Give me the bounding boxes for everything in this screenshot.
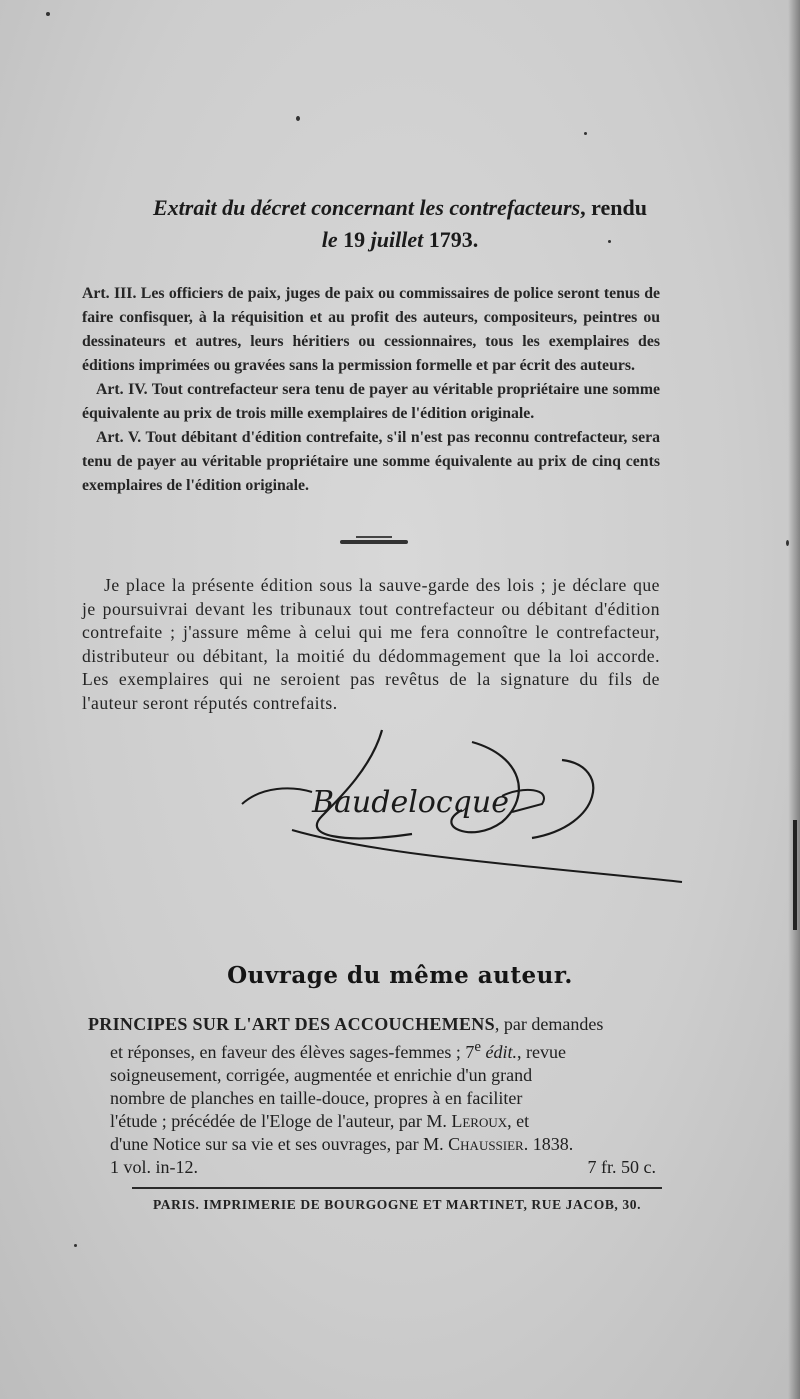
- article-5-label: Art. V.: [96, 429, 142, 446]
- ornament-divider: [340, 540, 408, 544]
- ink-speck: [74, 1244, 77, 1247]
- signature-text: Baudelocque: [312, 785, 509, 820]
- book-price: 7 fr. 50 c.: [587, 1157, 656, 1177]
- book-line-5a: l'étude ; précédée de l'Eloge de l'auteur, par M.: [110, 1111, 447, 1131]
- printer-imprint: PARIS. IMPRIMERIE DE BOURGOGNE ET MARTINET, RUE JACOB, 30.: [152, 1197, 642, 1212]
- edition-superscript: e: [474, 1039, 482, 1055]
- title-le: le: [321, 227, 338, 252]
- book-format: 1 vol. in-12.: [110, 1157, 198, 1177]
- decree-articles: [82, 282, 660, 498]
- imprint-rule: [132, 1187, 662, 1189]
- author-leroux: Leroux: [451, 1111, 508, 1131]
- decree-title: [80, 192, 720, 256]
- book-line-2: [88, 1036, 668, 1064]
- book-line-1-rest: , par demandes: [494, 1014, 604, 1034]
- page-edge-shadow: [788, 0, 800, 1399]
- edition-word: édit.: [485, 1042, 518, 1062]
- ornament-divider-top: [356, 536, 392, 538]
- author-chaussier: Chaussier: [448, 1134, 524, 1154]
- signature-drawing: [232, 726, 692, 896]
- book-line-6: [88, 1133, 668, 1156]
- title-italic-part: Extrait du décret concernant les contrefacteurs: [153, 195, 581, 220]
- title-day: 19: [343, 227, 366, 252]
- article-4-label: Art. IV.: [96, 381, 148, 398]
- article-4-text: Tout contrefacteur sera tenu de payer au véritable propriétaire une somme équivalente au prix de trois mille exemplaires de l'édition originale.: [82, 381, 660, 422]
- book-line-5: [88, 1110, 668, 1133]
- ink-speck: [296, 116, 300, 121]
- article-5: [82, 426, 660, 498]
- book-line-7: [88, 1156, 668, 1179]
- book-line-4: nombre de planches en taille-douce, propres à en faciliter: [110, 1088, 523, 1108]
- title-month: juillet: [370, 227, 424, 252]
- article-4: [82, 378, 660, 426]
- book-line-5b: , et: [507, 1111, 530, 1131]
- book-listing: [88, 1013, 668, 1179]
- book-line-6a: d'une Notice sur sa vie et ses ouvrages, par M.: [110, 1134, 444, 1154]
- book-line-6b: . 1838.: [523, 1134, 574, 1154]
- article-3-text: Les officiers de paix, juges de paix ou commissaires de police seront tenus de faire confisquer, à la réquisition et au profit des auteurs, compositeurs, peintres ou dessinateurs et autres, leurs héritiers ou cessionnaires, tous les exemplaires des éditions imprimées ou gravées sans la permission formelle et par écrit des auteurs.: [82, 285, 661, 374]
- article-5-text: Tout débitant d'édition contrefaite, s'il n'est pas reconnu contrefacteur, sera tenu de payer au véritable propriétaire une somme équivalente au prix de cinq cents exemplaires de l'édition originale.: [82, 429, 660, 494]
- protection-notice: Je place la présente édition sous la sauve-garde des lois ; je déclare que je poursuivrai devant les tribunaux tout contrefacteur ou débitant d'édition contrefaite ; j'assure même à celui qui me fera connoître le contrefacteur, distributeur ou débitant, la moitié du dédommagement que la loi accorde. Les exemplaires qui ne seroient pas revêtus de la signature du fils de l'auteur seront réputés contrefaits.: [82, 575, 660, 713]
- title-comma-part: , rendu: [580, 195, 647, 220]
- book-line-2b: , revue: [517, 1042, 567, 1062]
- book-line-2a: et réponses, en faveur des élèves sages-femmes ; 7: [110, 1042, 475, 1062]
- book-line-3: soigneusement, corrigée, augmentée et enrichie d'un grand: [110, 1065, 533, 1085]
- ink-speck: [46, 12, 50, 16]
- article-3-label: Art. III.: [82, 285, 137, 302]
- ink-speck: [786, 540, 789, 546]
- section-heading: Ouvrage du même auteur.: [227, 962, 573, 989]
- book-line-1: [88, 1013, 668, 1036]
- ink-speck: [584, 132, 587, 135]
- article-3: [82, 282, 660, 378]
- author-signature: [232, 726, 692, 896]
- title-year: 1793.: [428, 227, 479, 252]
- book-title: PRINCIPES SUR L'ART DES ACCOUCHEMENS: [88, 1014, 495, 1034]
- page-edge-mark: [793, 820, 797, 930]
